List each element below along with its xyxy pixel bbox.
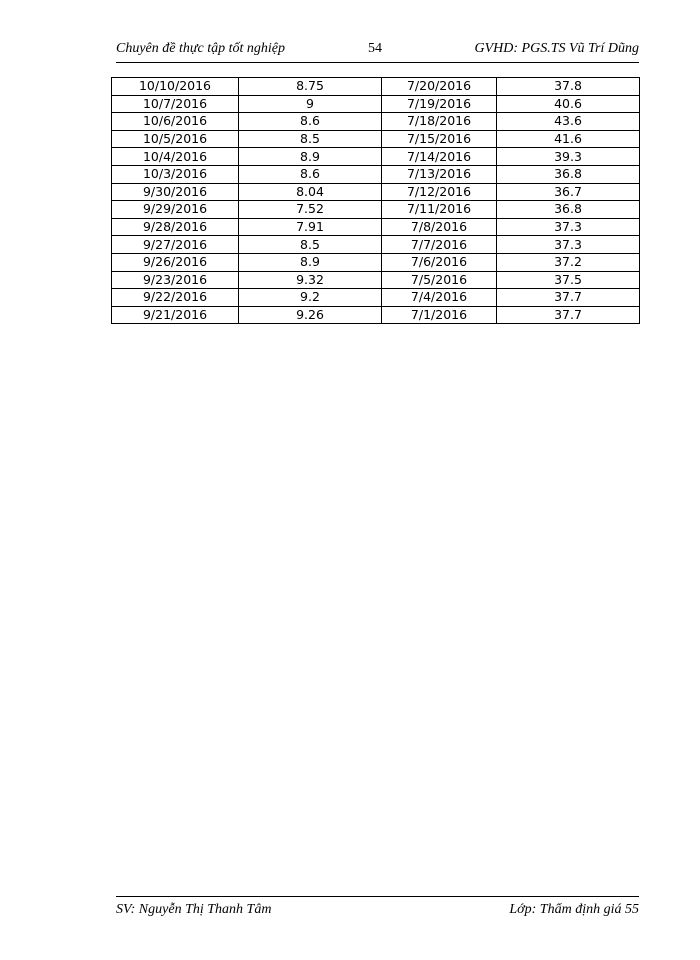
date-b-cell: 7/7/2016: [382, 236, 497, 254]
date-a-cell: 10/4/2016: [112, 148, 239, 166]
value-b-cell: 37.7: [497, 306, 640, 324]
table-row: [112, 201, 640, 219]
date-b-cell: 7/20/2016: [382, 78, 497, 96]
value-b-cell: 36.7: [497, 183, 640, 201]
value-a-cell: 8.5: [239, 130, 382, 148]
value-a-cell: 9: [239, 95, 382, 113]
table-row: [112, 306, 640, 324]
value-a-cell: 7.91: [239, 218, 382, 236]
date-a-cell: 9/21/2016: [112, 306, 239, 324]
value-a-cell: 8.9: [239, 253, 382, 271]
value-a-cell: 8.6: [239, 113, 382, 131]
table-row: [112, 130, 640, 148]
table-row: [112, 253, 640, 271]
value-b-cell: 36.8: [497, 165, 640, 183]
date-b-cell: 7/8/2016: [382, 218, 497, 236]
value-a-cell: 8.6: [239, 165, 382, 183]
header-supervisor: GVHD: PGS.TS Vũ Trí Dũng: [474, 41, 639, 56]
date-a-cell: 9/26/2016: [112, 253, 239, 271]
value-b-cell: 37.3: [497, 236, 640, 254]
table-row: [112, 236, 640, 254]
page-header: [116, 40, 639, 63]
footer-student-name: SV: Nguyễn Thị Thanh Tâm: [116, 902, 272, 917]
value-b-cell: 43.6: [497, 113, 640, 131]
value-a-cell: 9.2: [239, 289, 382, 307]
date-b-cell: 7/4/2016: [382, 289, 497, 307]
value-b-cell: 37.5: [497, 271, 640, 289]
value-a-cell: 8.9: [239, 148, 382, 166]
date-a-cell: 9/27/2016: [112, 236, 239, 254]
table-row: [112, 95, 640, 113]
value-a-cell: 7.52: [239, 201, 382, 219]
footer-class-name: Lớp: Thẩm định giá 55: [509, 902, 639, 917]
date-b-cell: 7/12/2016: [382, 183, 497, 201]
value-b-cell: 36.8: [497, 201, 640, 219]
value-a-cell: 8.04: [239, 183, 382, 201]
value-a-cell: 8.5: [239, 236, 382, 254]
value-b-cell: 40.6: [497, 95, 640, 113]
date-b-cell: 7/1/2016: [382, 306, 497, 324]
value-a-cell: 9.32: [239, 271, 382, 289]
table-row: [112, 165, 640, 183]
date-a-cell: 10/3/2016: [112, 165, 239, 183]
value-b-cell: 37.2: [497, 253, 640, 271]
value-b-cell: 37.7: [497, 289, 640, 307]
date-a-cell: 9/29/2016: [112, 201, 239, 219]
header-document-title: Chuyên đề thực tập tốt nghiệp: [116, 41, 285, 56]
header-page-number: 54: [368, 41, 382, 56]
date-a-cell: 10/7/2016: [112, 95, 239, 113]
date-a-cell: 10/6/2016: [112, 113, 239, 131]
date-b-cell: 7/15/2016: [382, 130, 497, 148]
price-data-table: [111, 77, 640, 324]
table-body: [112, 78, 640, 324]
date-b-cell: 7/13/2016: [382, 165, 497, 183]
value-b-cell: 39.3: [497, 148, 640, 166]
date-b-cell: 7/11/2016: [382, 201, 497, 219]
date-a-cell: 9/28/2016: [112, 218, 239, 236]
date-b-cell: 7/5/2016: [382, 271, 497, 289]
date-a-cell: 9/23/2016: [112, 271, 239, 289]
page-footer: [116, 896, 639, 919]
value-b-cell: 41.6: [497, 130, 640, 148]
date-b-cell: 7/18/2016: [382, 113, 497, 131]
table-row: [112, 289, 640, 307]
value-a-cell: 8.75: [239, 78, 382, 96]
value-b-cell: 37.3: [497, 218, 640, 236]
table-row: [112, 271, 640, 289]
table-row: [112, 148, 640, 166]
date-b-cell: 7/14/2016: [382, 148, 497, 166]
date-a-cell: 10/10/2016: [112, 78, 239, 96]
table-row: [112, 218, 640, 236]
table-row: [112, 113, 640, 131]
table-row: [112, 183, 640, 201]
date-a-cell: 9/22/2016: [112, 289, 239, 307]
date-b-cell: 7/6/2016: [382, 253, 497, 271]
date-b-cell: 7/19/2016: [382, 95, 497, 113]
value-b-cell: 37.8: [497, 78, 640, 96]
date-a-cell: 10/5/2016: [112, 130, 239, 148]
date-a-cell: 9/30/2016: [112, 183, 239, 201]
table-row: [112, 78, 640, 96]
value-a-cell: 9.26: [239, 306, 382, 324]
